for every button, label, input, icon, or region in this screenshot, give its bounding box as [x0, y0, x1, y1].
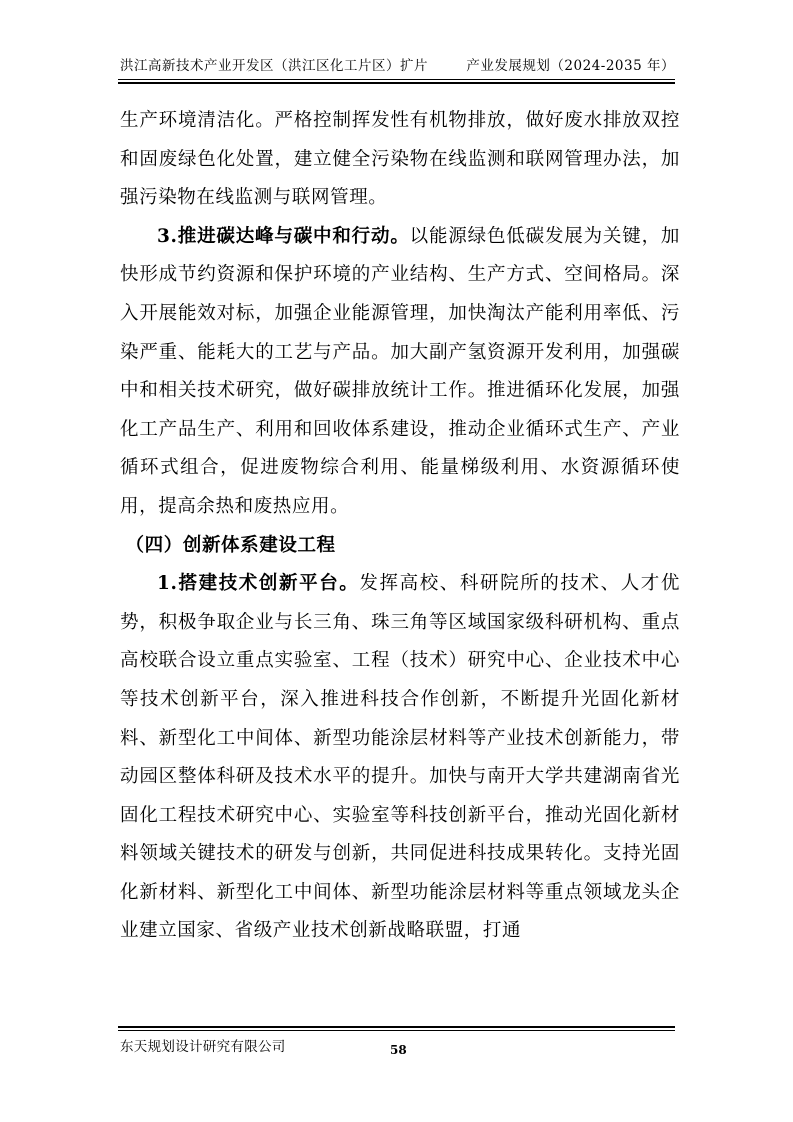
paragraph-lead-carbon: 3.推进碳达峰与碳中和行动。 [157, 225, 410, 247]
paragraph-lead-innovation: 1.搭建技术创新平台。 [157, 573, 360, 595]
header-left-title: 洪江高新技术产业开发区（洪江区化工片区）扩片 [120, 58, 428, 74]
document-body [120, 102, 680, 951]
header-rule-thick [118, 82, 675, 84]
page-number: 58 [390, 1043, 407, 1057]
paragraph-carbon-neutrality [120, 218, 680, 527]
paragraph-text-innovation: 发挥高校、科研院所的技术、人才优势，积极争取企业与长三角、珠三角等区域国家级科研机构、重点高校联合设立重点实验室、工程（技术）研究中心、企业技术中心等技术创新平台，深入推进科技合作创新，不断提升光固化新材料、新型化工中间体、新型功能涂层材料等产业技术创新能力，带动园区整体科研及技术水平的提升。加快与南开大学共建湖南省光固化工程技术研究中心、实验室等科技创新平台，推动光固化新材料领域关键技术的研发与创新，共同促进科技成果转化。支持光固化新材料、新型化工中间体、新型功能涂层材料等重点领域龙头企业建立国家、省级产业技术创新战略联盟，打通 [120, 573, 680, 942]
footer-company-name: 东天规划设计研究有限公司 [120, 1039, 286, 1055]
header-rule-thin [118, 79, 675, 80]
footer-rule-thin [118, 1030, 675, 1031]
header-right-title: 产业发展规划（2024-2035 年） [466, 58, 675, 74]
paragraph-text-carbon: 以能源绿色低碳发展为关键，加快形成节约资源和保护环境的产业结构、生产方式、空间格局。深入开展能效对标，加强企业能源管理，加快淘汰产能利用率低、污染严重、能耗大的工艺与产品。加大副产氢资源开发利用，加强碳中和相关技术研究，做好碳排放统计工作。推进循环化发展，加强化工产品生产、利用和回收体系建设，推动企业循环式生产、产业循环式组合，促进废物综合利用、能量梯级利用、水资源循环使用，提高余热和废热应用。 [120, 225, 680, 517]
section-heading: （四）创新体系建设工程 [125, 534, 336, 556]
paragraph-innovation-platform [120, 565, 680, 951]
footer-rule-thick [118, 1026, 675, 1028]
paragraph-pollution-control: 生产环境清洁化。严格控制挥发性有机物排放，做好废水排放双控和固废绿色化处置，建立健全污染物在线监测和联网管理办法，加强污染物在线监测与联网管理。 [120, 110, 680, 209]
page-header [120, 54, 675, 74]
